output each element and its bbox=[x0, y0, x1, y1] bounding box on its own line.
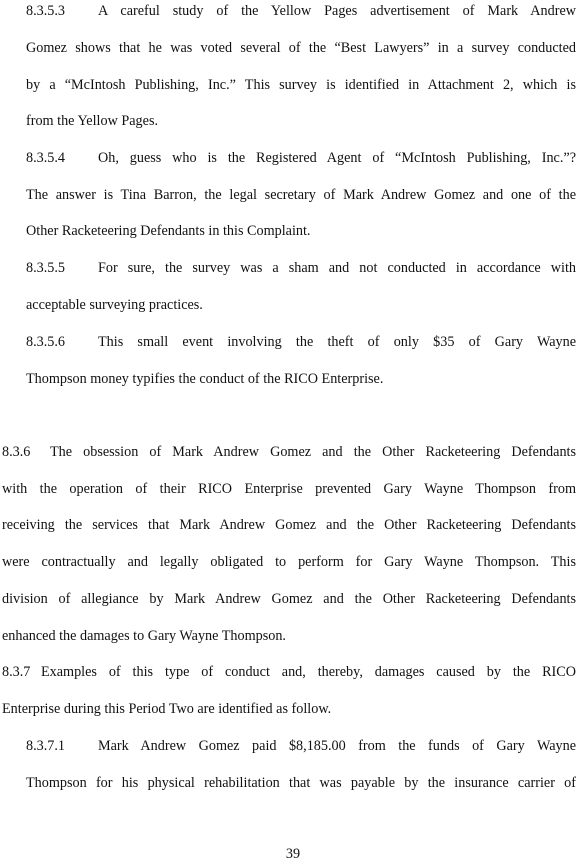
paragraph-line: A careful study of the Yellow Pages advertisement of Mark Andrew bbox=[98, 3, 576, 19]
paragraph-number: 8.3.7.1 bbox=[26, 738, 66, 754]
paragraph-line: This small event involving the theft of only $35 of Gary Wayne bbox=[98, 334, 576, 350]
paragraph-line: Thompson money typifies the conduct of the RICO Enterprise. bbox=[26, 371, 384, 387]
paragraph-number: 8.3.5.5 bbox=[26, 260, 66, 276]
paragraph-line: division of allegiance by Mark Andrew Gomez and the Other Racketeering Defendants bbox=[2, 591, 576, 607]
paragraph-line: by a “McIntosh Publishing, Inc.” This survey is identified in Attachment 2, which is bbox=[26, 77, 576, 93]
paragraph-line: acceptable surveying practices. bbox=[26, 297, 203, 313]
paragraph-line: enhanced the damages to Gary Wayne Thompson. bbox=[2, 628, 286, 644]
paragraph-line: Other Racketeering Defendants in this Complaint. bbox=[26, 223, 311, 239]
page-number: 39 bbox=[285, 846, 301, 862]
paragraph-line: with the operation of their RICO Enterprise prevented Gary Wayne Thompson from bbox=[2, 481, 576, 497]
paragraph-line: For sure, the survey was a sham and not conducted in accordance with bbox=[98, 260, 576, 276]
paragraph-line: The answer is Tina Barron, the legal secretary of Mark Andrew Gomez and one of the bbox=[26, 187, 576, 203]
paragraph-line: receiving the services that Mark Andrew Gomez and the Other Racketeering Defendants bbox=[2, 517, 576, 533]
paragraph-line: Examples of this type of conduct and, thereby, damages caused by the RICO bbox=[41, 664, 576, 680]
paragraph-number: 8.3.5.3 bbox=[26, 3, 66, 19]
paragraph-line: The obsession of Mark Andrew Gomez and the Other Racketeering Defendants bbox=[50, 444, 576, 460]
paragraph-number: 8.3.7 bbox=[2, 664, 31, 680]
paragraph-number: 8.3.5.4 bbox=[26, 150, 66, 166]
paragraph-line: Oh, guess who is the Registered Agent of “McIntosh Publishing, Inc.”? bbox=[98, 150, 576, 166]
paragraph-line: Enterprise during this Period Two are identified as follow. bbox=[2, 701, 332, 717]
paragraph-line: were contractually and legally obligated to perform for Gary Wayne Thompson. This bbox=[2, 554, 576, 570]
paragraph-line: Mark Andrew Gomez paid $8,185.00 from the funds of Gary Wayne bbox=[98, 738, 576, 754]
paragraph-line: from the Yellow Pages. bbox=[26, 113, 159, 129]
paragraph-number: 8.3.5.6 bbox=[26, 334, 66, 350]
paragraph-line: Thompson for his physical rehabilitation that was payable by the insurance carrier of bbox=[26, 775, 576, 791]
paragraph-line: Gomez shows that he was voted several of the “Best Lawyers” in a survey conducted bbox=[26, 40, 576, 56]
paragraph-number: 8.3.6 bbox=[2, 444, 31, 460]
